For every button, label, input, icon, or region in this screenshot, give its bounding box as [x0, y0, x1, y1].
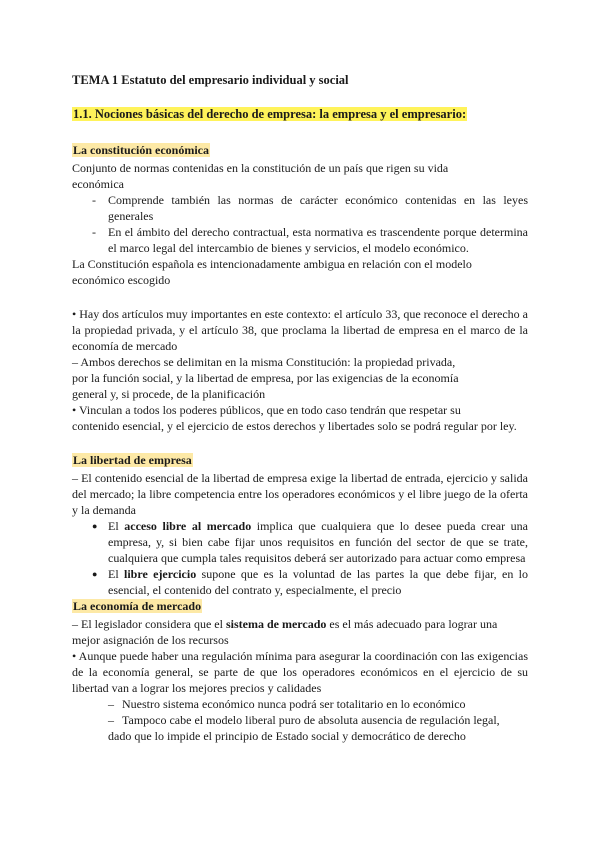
list-item: – Nuestro sistema económico nunca podrá ser totalitario en lo económico [108, 696, 528, 712]
mercado-line-1 [72, 616, 528, 648]
b1-post: implica que cualquiera que lo desee pueda crear una empresa, y, si bien cabe fijar unos requisitos en función del sector de que se trate, cualquiera que cumpla tales requisitos deberá ser autorizado para actuar como empresa [108, 519, 528, 565]
constitucion-delimit-2: por la función social, y la libertad de empresa, por las exigencias de la economía [72, 371, 459, 385]
section-heading-highlight: 1.1. Nociones básicas del derecho de empresa: la empresa y el empresario: [73, 107, 467, 121]
constitucion-heading-highlight: La constitución económica [73, 143, 209, 157]
constitucion-articles: • Hay dos artículos muy importantes en este contexto: el artículo 33, que reconoce el derecho a la propiedad privada, y el artículo 38, que proclama la libertad de empresa en el marco de la economía de mercado [72, 307, 528, 353]
constitucion-vinculan-2: contenido esencial, y el ejercicio de estos derechos y libertades solo se podrá regular por ley. [72, 419, 517, 433]
b2-bold: libre ejercicio [124, 567, 197, 581]
libertad-heading-highlight: La libertad de empresa [73, 453, 192, 467]
constitucion-list [72, 192, 528, 256]
libertad-intro: – El contenido esencial de la libertad de empresa exige la libertad de entrada, ejercicio y salida del mercado; la libre competencia entre los operadores económicos y el libre juego de la oferta y la demanda [72, 471, 528, 517]
section-mercado [72, 598, 528, 744]
b2-post: supone que es la voluntad de las partes la que debe fijar, en lo esencial, el contenido del contrato y, especialmente, el precio [108, 567, 528, 597]
mercado-heading [72, 598, 528, 614]
section-libertad [72, 452, 528, 598]
constitucion-delimit-1: – Ambos derechos se delimitan en la misma Constitución: la propiedad privada, [72, 355, 456, 369]
list-item [92, 518, 528, 566]
constitucion-vinculan-1: • Vinculan a todos los poderes públicos, que en todo caso tendrán que respetar su [72, 403, 461, 417]
b1-pre: El [108, 519, 125, 533]
mercado-line-d2b: dado que lo impide el principio de Estado social y democrático de derecho [108, 729, 466, 743]
section-constitucion [72, 142, 528, 434]
mercado-list [72, 696, 528, 728]
document-title: TEMA 1 Estatuto del empresario individual y social [72, 73, 349, 87]
l1-pre: – El legislador considera que el [72, 617, 226, 631]
list-item: – Tampoco cabe el modelo liberal puro de absoluta ausencia de regulación legal, [108, 712, 528, 728]
section-heading [72, 106, 528, 122]
l1-post: es el más adecuado para lograr una mejor asignación de los recursos [72, 617, 498, 647]
l1-bold: sistema de mercado [225, 617, 327, 631]
constitucion-spanish: La Constitución española es intencionadamente ambigua en relación con el modelo económico escogido [72, 257, 472, 287]
list-item: - Comprende también las normas de carácter económico contenidas en las leyes generales [92, 192, 528, 224]
mercado-line-2: • Aunque puede haber una regulación mínima para asegurar la coordinación con las exigencias de la economía general, se parte de que los operadores económicos en el ejercicio de su libertad van a lograr los mejores precios y calidades [72, 649, 528, 695]
list-item [92, 566, 528, 598]
b2-pre: El [108, 567, 124, 581]
b1-bold: acceso libre al mercado [124, 519, 252, 533]
libertad-heading [72, 452, 528, 468]
mercado-heading-highlight: La economía de mercado [73, 599, 202, 613]
list-item: - En el ámbito del derecho contractual, esta normativa es trascendente porque determina el marco legal del intercambio de bienes y servicios, el modelo económico. [92, 224, 528, 256]
constitucion-heading [72, 142, 528, 158]
libertad-list [72, 518, 528, 598]
constitucion-delimit-3: general y, si procede, de la planificación [72, 387, 266, 401]
constitucion-intro: Conjunto de normas contenidas en la constitución de un país que rigen su vida económica [72, 161, 449, 191]
